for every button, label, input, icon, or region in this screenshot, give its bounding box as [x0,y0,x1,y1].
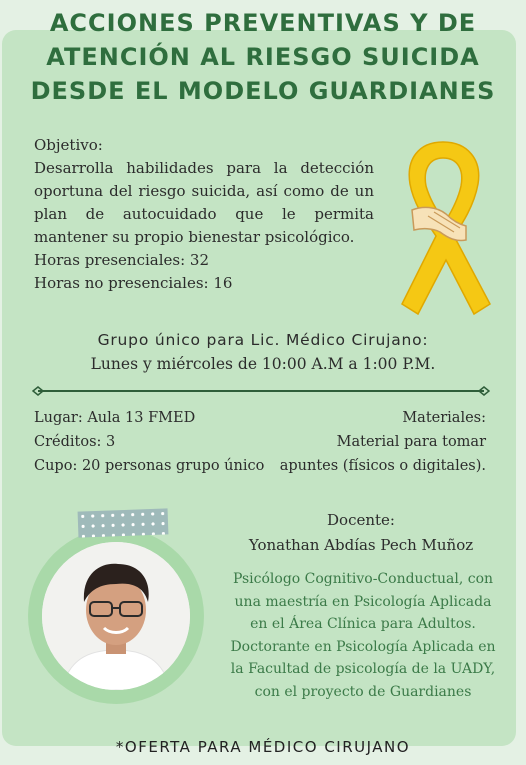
objective-description: Desarrolla habilidades para la detección oportuna del riesgo suicida, así como de un plan de autocuidado que le permita mantener su propio bienestar psicológico. [34,159,374,246]
objective-section [34,134,374,295]
hours-in-person: Horas presenciales: 32 [34,251,209,269]
place-text: Lugar: Aula 13 FMED [34,410,196,426]
awareness-ribbon-icon [388,132,498,322]
teacher-desc-1: Psicólogo Cognitivo-Conductual, con [232,571,494,587]
teacher-desc-5: la Facultad de psicología de la UADY, [230,661,496,677]
washi-tape [78,508,169,537]
materials-label: Materiales: [402,410,486,426]
teacher-photo-frame [28,510,224,706]
group-section [0,328,526,376]
materials-line-1: Material para tomar [336,434,486,450]
group-schedule: Lunes y miércoles de 10:00 A.M a 1:00 P.M. [90,355,436,373]
group-title: Grupo único para Lic. Médico Cirujano: [97,331,429,349]
teacher-desc-6: con el proyecto de Guardianes [254,683,472,700]
info-left [34,406,274,478]
title-line-3: DESDE EL MODELO GUARDIANES [30,77,496,105]
teacher-desc-2: una maestría en Psicología Aplicada [234,593,492,610]
objective-label: Objetivo: [34,136,103,154]
page-title [0,6,526,108]
teacher-desc-4: Doctorante en Psicología Aplicada en [230,638,496,655]
capacity-text: Cupo: 20 personas grupo único [34,458,265,474]
teacher-avatar-icon [42,542,190,690]
teacher-desc-3: en el Área Clínica para Adultos. [250,616,476,632]
hours-remote: Horas no presenciales: 16 [34,274,233,292]
title-line-1: ACCIONES PREVENTIVAS Y DE [49,9,477,37]
materials-line-2: apuntes (físicos o digitales). [279,458,486,474]
credits-text: Créditos: 3 [34,434,116,450]
teacher-name: Yonathan Abdías Pech Muñoz [248,536,474,554]
footer-note: *OFERTA PARA MÉDICO CIRUJANO [115,738,411,756]
teacher-photo [42,542,190,690]
teacher-description [228,568,498,703]
teacher-header [236,508,486,558]
diamond-divider-icon [32,386,490,396]
teacher-label: Docente: [327,511,395,529]
title-line-2: ATENCIÓN AL RIESGO SUICIDA [46,43,480,71]
info-right [266,406,486,478]
